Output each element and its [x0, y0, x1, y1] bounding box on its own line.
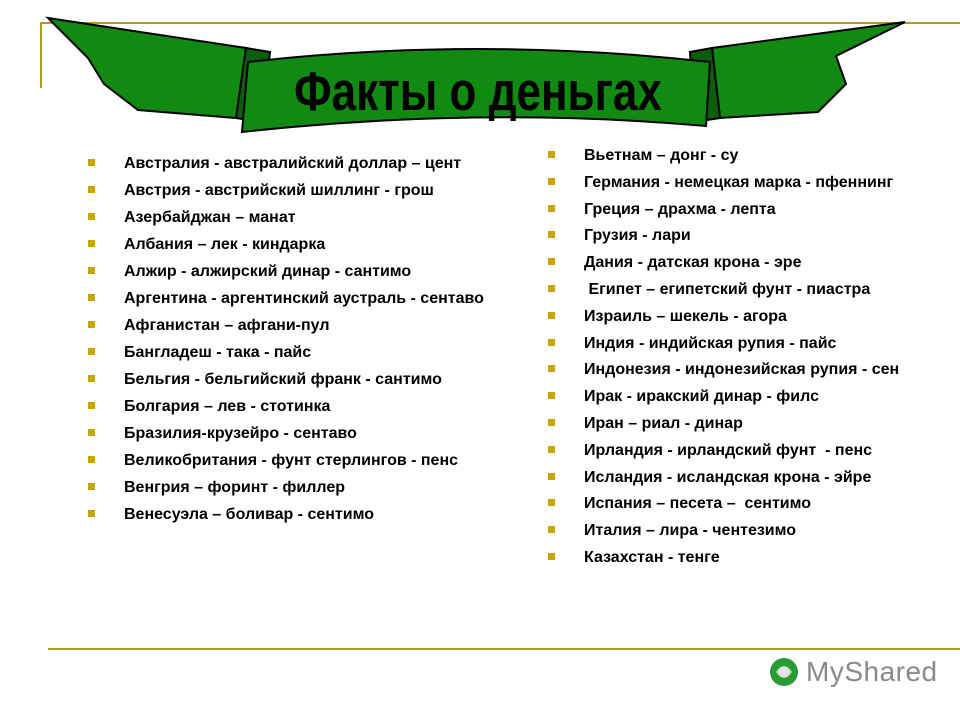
left-list-item-text: Бразилия-крузейро - сентаво	[124, 425, 357, 442]
bullet-icon	[548, 231, 555, 238]
bullet-icon	[548, 178, 555, 185]
bullet-icon	[548, 446, 555, 453]
left-list-item	[88, 235, 488, 254]
bullet-icon	[88, 348, 95, 355]
left-list-item	[88, 424, 488, 443]
right-list-item	[548, 253, 960, 272]
left-list-item-text: Аргентина - аргентинский аустраль - сентаво	[124, 290, 484, 307]
right-list-item	[548, 387, 960, 406]
bullet-icon	[88, 456, 95, 463]
right-list-item-text: Ирландия - ирландский фунт - пенс	[584, 441, 873, 459]
left-list-item-text: Австрия - австрийский шиллинг - грош	[124, 182, 434, 199]
left-list-item-text: Болгария – лев - стотинка	[124, 398, 331, 415]
bullet-icon	[548, 526, 555, 533]
left-list-item	[88, 505, 488, 524]
left-list-item-text: Венгрия – форинт - филлер	[124, 479, 346, 496]
right-list-item-text: Ирак - иракский динар - филс	[584, 388, 819, 406]
left-list-item	[88, 289, 488, 308]
bullet-icon	[88, 240, 95, 247]
myshared-logo	[766, 654, 938, 690]
bullet-icon	[548, 312, 555, 319]
right-list-item	[548, 173, 960, 192]
right-list-item-text: Казахстан - тенге	[584, 548, 720, 566]
bullet-icon	[548, 499, 555, 506]
left-list-item-text: Венесуэла – боливар - сентимо	[124, 506, 374, 523]
left-list-item	[88, 343, 488, 362]
right-list-item	[548, 441, 960, 460]
bullet-icon	[88, 159, 95, 166]
right-list-item-text: Индонезия - индонезийская рупия - сен	[584, 361, 900, 379]
right-list-item-text: Испания – песета – сентимо	[584, 495, 812, 513]
banner-right-tail	[712, 22, 905, 118]
bullet-icon	[548, 151, 555, 158]
bullet-icon	[88, 402, 95, 409]
right-country-list	[548, 146, 960, 575]
right-list-item-text: Германия - немецкая марка - пфеннинг	[584, 173, 894, 191]
bullet-icon	[548, 473, 555, 480]
right-list-item-text: Грузия - лари	[584, 227, 691, 245]
right-list-item	[548, 334, 960, 353]
bullet-icon	[548, 553, 555, 560]
myshared-logo-icon	[766, 654, 802, 690]
bullet-icon	[88, 510, 95, 517]
left-list-item-text: Албания – лек - киндарка	[124, 236, 326, 253]
bullet-icon	[88, 375, 95, 382]
title-banner	[0, 0, 960, 150]
left-list-item-text: Алжир - алжирский динар - сантимо	[124, 263, 412, 280]
right-list-item	[548, 200, 960, 219]
right-list-item-text: Италия – лира - чентезимо	[584, 522, 797, 540]
right-list-item	[548, 307, 960, 326]
bullet-icon	[88, 186, 95, 193]
left-list-item	[88, 370, 488, 389]
right-list-item-text: Дания - датская крона - эре	[584, 254, 802, 272]
left-list-item	[88, 316, 488, 335]
right-list-item-text: Исландия - исландская крона - эйре	[584, 468, 872, 486]
left-list-item	[88, 208, 488, 227]
left-list-item	[88, 478, 488, 497]
frame-bottom-line	[48, 648, 960, 650]
right-list-item	[548, 494, 960, 513]
left-list-item-text: Афганистан – афгани-пул	[124, 317, 330, 334]
left-list-item-text: Бельгия - бельгийский франк - сантимо	[124, 371, 442, 388]
right-list-item-text: Израиль – шекель - агора	[584, 307, 787, 325]
left-list-item-text: Великобритания - фунт стерлингов - пенс	[124, 452, 459, 469]
right-list-item	[548, 146, 960, 165]
left-list-item	[88, 154, 488, 173]
right-list-item-text: Греция – драхма - лепта	[584, 200, 776, 218]
bullet-icon	[88, 429, 95, 436]
bullet-icon	[88, 483, 95, 490]
left-list-item-text: Австралия - австралийский доллар – цент	[124, 155, 462, 172]
left-list-item	[88, 181, 488, 200]
bullet-icon	[548, 258, 555, 265]
page-title: Факты о деньгах	[294, 60, 662, 123]
bullet-icon	[548, 285, 555, 292]
bullet-icon	[548, 392, 555, 399]
left-list-item-text: Бангладеш - така - пайс	[124, 344, 312, 361]
right-list-item	[548, 548, 960, 567]
right-list-item	[548, 360, 960, 379]
bullet-icon	[548, 339, 555, 346]
left-country-list	[88, 154, 488, 532]
left-list-item	[88, 262, 488, 281]
bullet-icon	[88, 213, 95, 220]
right-list-item-text: Иран – риал - динар	[584, 414, 743, 432]
right-list-item	[548, 226, 960, 245]
bullet-icon	[548, 205, 555, 212]
left-list-item-text: Азербайджан – манат	[124, 209, 296, 226]
right-list-item-text: Вьетнам – донг - су	[584, 147, 739, 164]
right-list-item-text: Индия - индийская рупия - пайс	[584, 334, 837, 352]
bullet-icon	[548, 365, 555, 372]
right-list-item	[548, 521, 960, 540]
right-list-item	[548, 468, 960, 487]
left-list-item	[88, 451, 488, 470]
bullet-icon	[88, 267, 95, 274]
bullet-icon	[88, 294, 95, 301]
left-list-item	[88, 397, 488, 416]
right-list-item-text: Египет – египетский фунт - пиастра	[584, 280, 871, 298]
bullet-icon	[88, 321, 95, 328]
watermark-text: MyShared	[806, 656, 938, 687]
right-list-item	[548, 280, 960, 299]
right-list-item	[548, 414, 960, 433]
banner-left-tail	[48, 18, 246, 118]
bullet-icon	[548, 419, 555, 426]
